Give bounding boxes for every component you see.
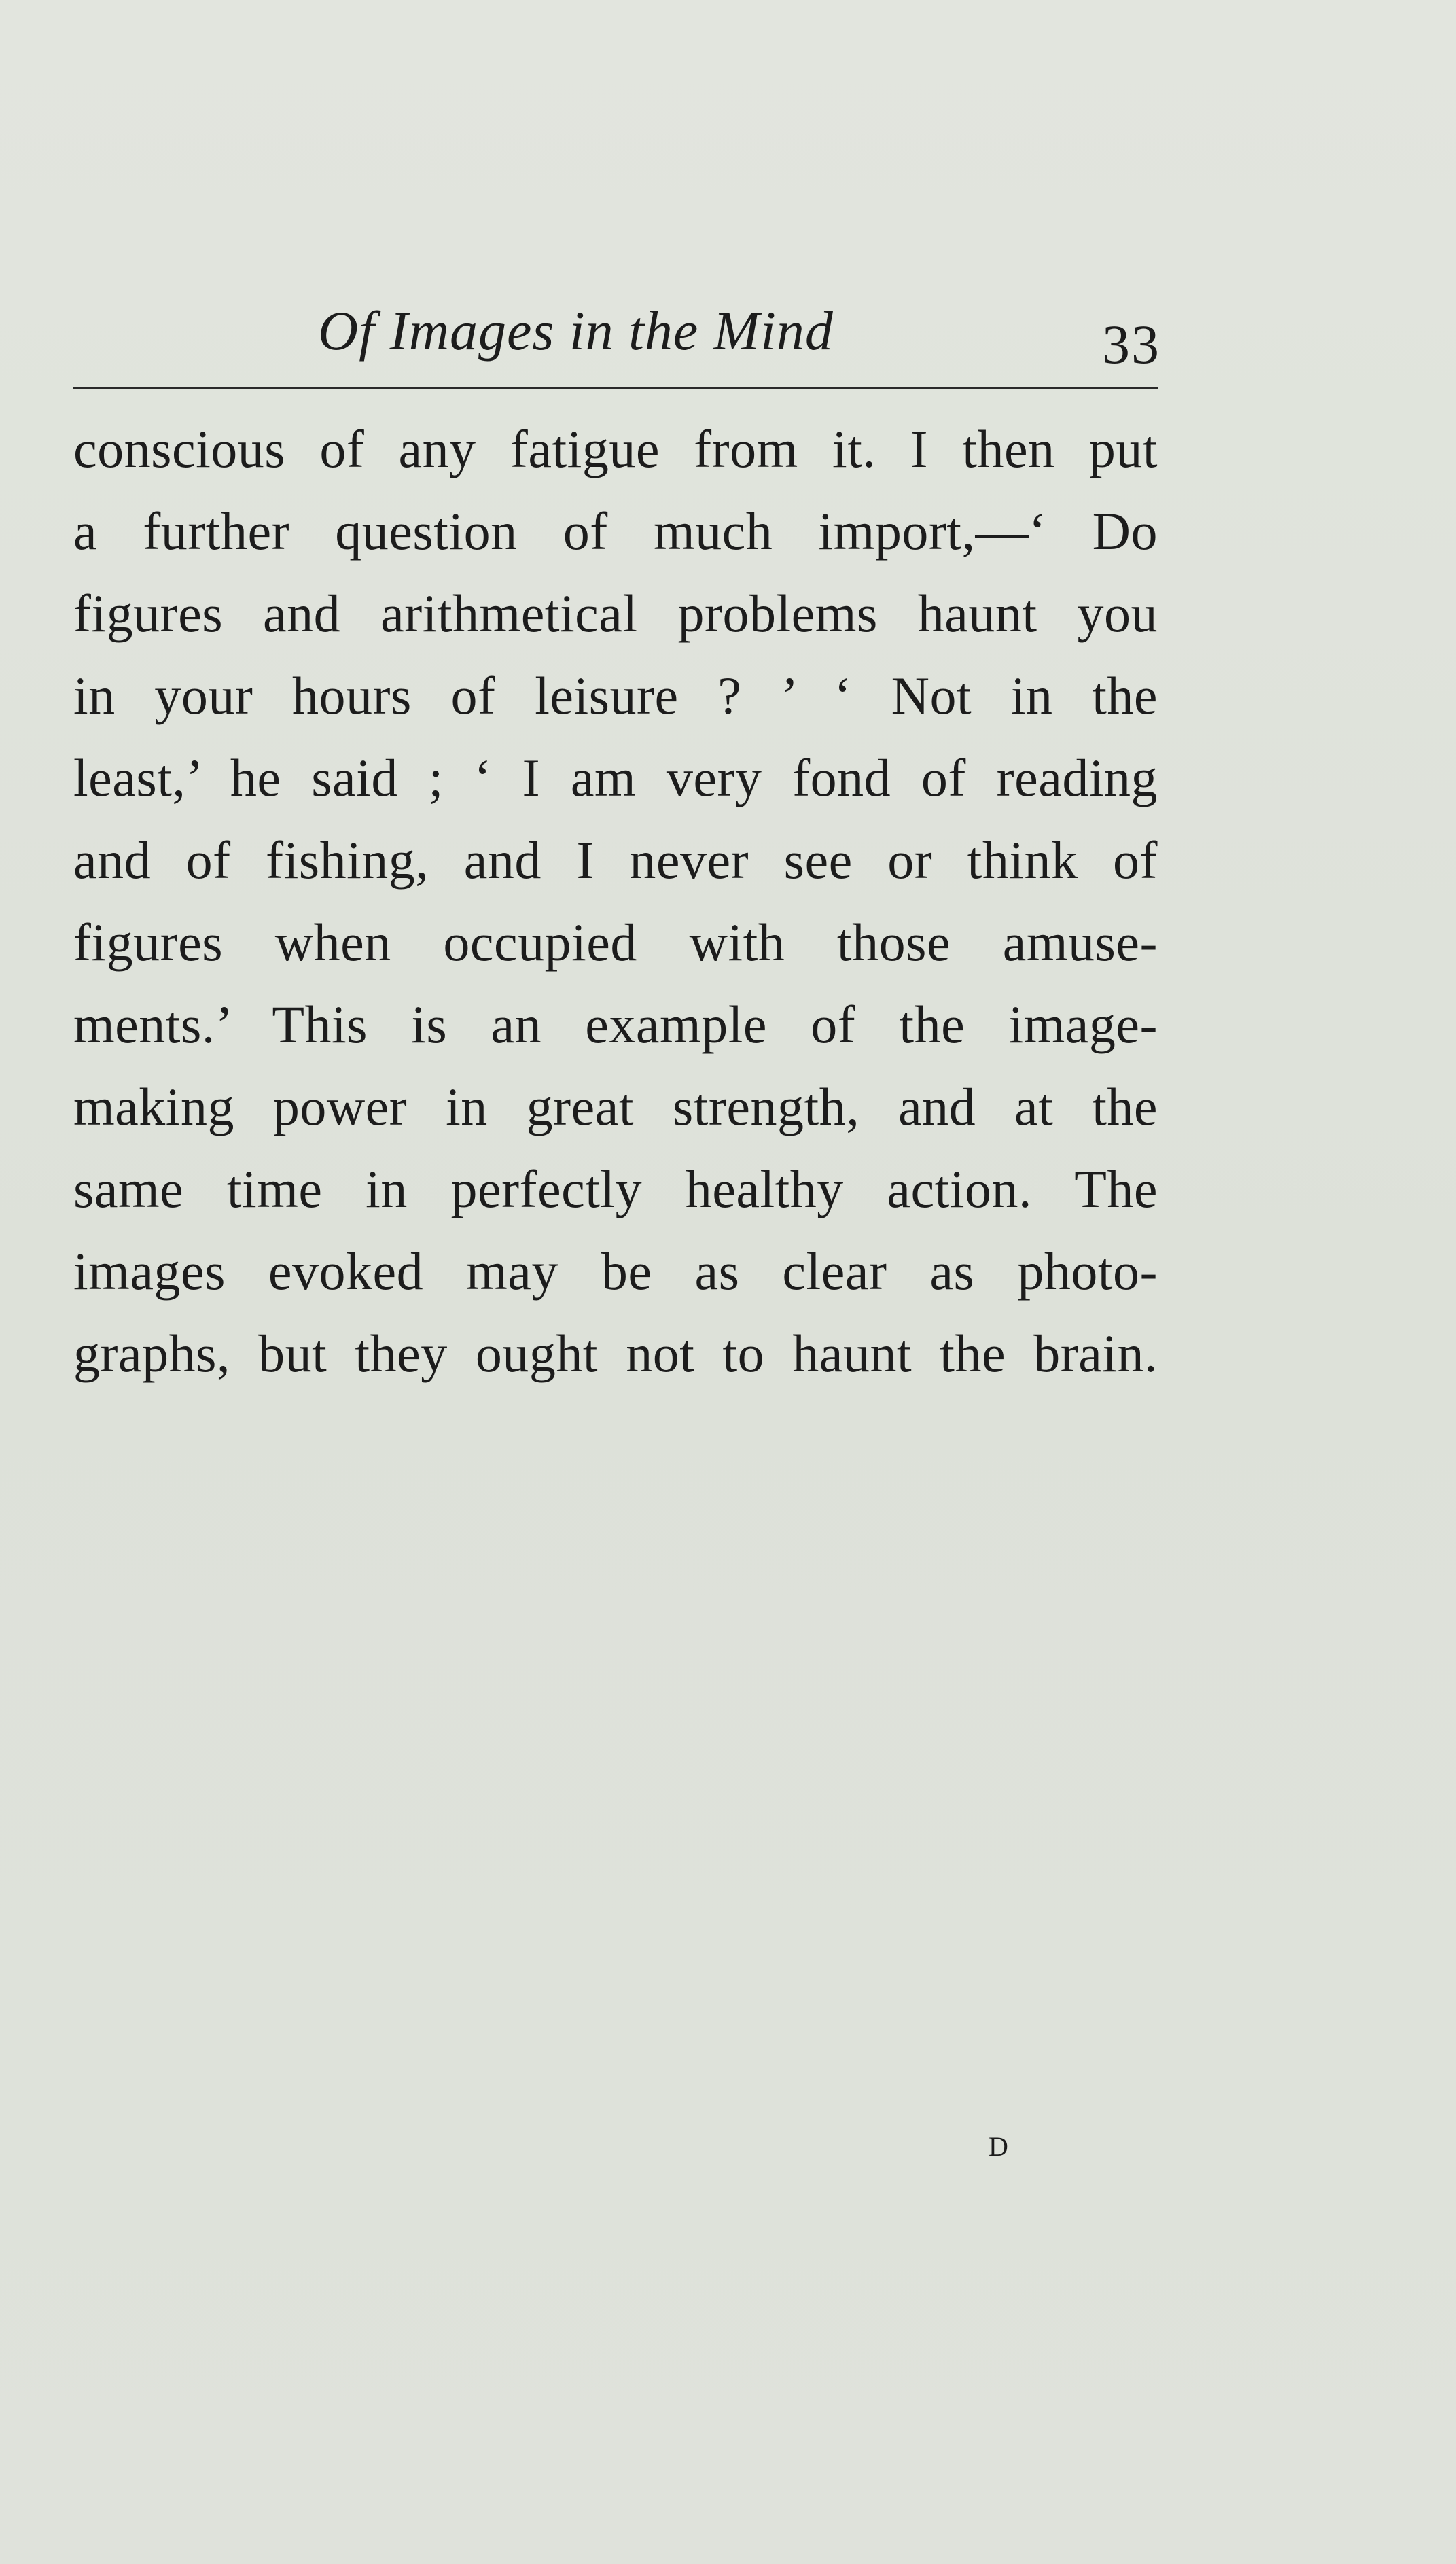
running-head [73,299,1160,381]
text-line: images evoked may be as clear as photo- [73,1242,1158,1301]
running-title: Of Images in the Mind [318,300,834,362]
text-line: a further question of much import,—‘ Do [73,502,1158,561]
text-line: graphs, but they ought not to haunt the brain. [73,1324,1158,1383]
page-number: 33 [1102,313,1160,375]
signature-mark: D [989,2131,1009,2162]
text-line: figures when occupied with those amuse- [73,913,1158,972]
text-line: same time in perfectly healthy action. The [73,1159,1158,1218]
text-line: and of fishing, and I never see or think of [73,830,1158,890]
text-line: conscious of any fatigue from it. I then put [73,419,1158,478]
header-rule [73,387,1158,389]
body-paragraph [73,408,1158,1394]
text-line: figures and arithmetical problems haunt you [73,584,1158,643]
text-line: in your hours of leisure ? ’ ‘ Not in the [73,666,1158,725]
text-line: ments.’ This is an example of the image- [73,995,1158,1054]
text-line: making power in great strength, and at the [73,1077,1158,1136]
text-line: least,’ he said ; ‘ I am very fond of reading [73,748,1158,807]
